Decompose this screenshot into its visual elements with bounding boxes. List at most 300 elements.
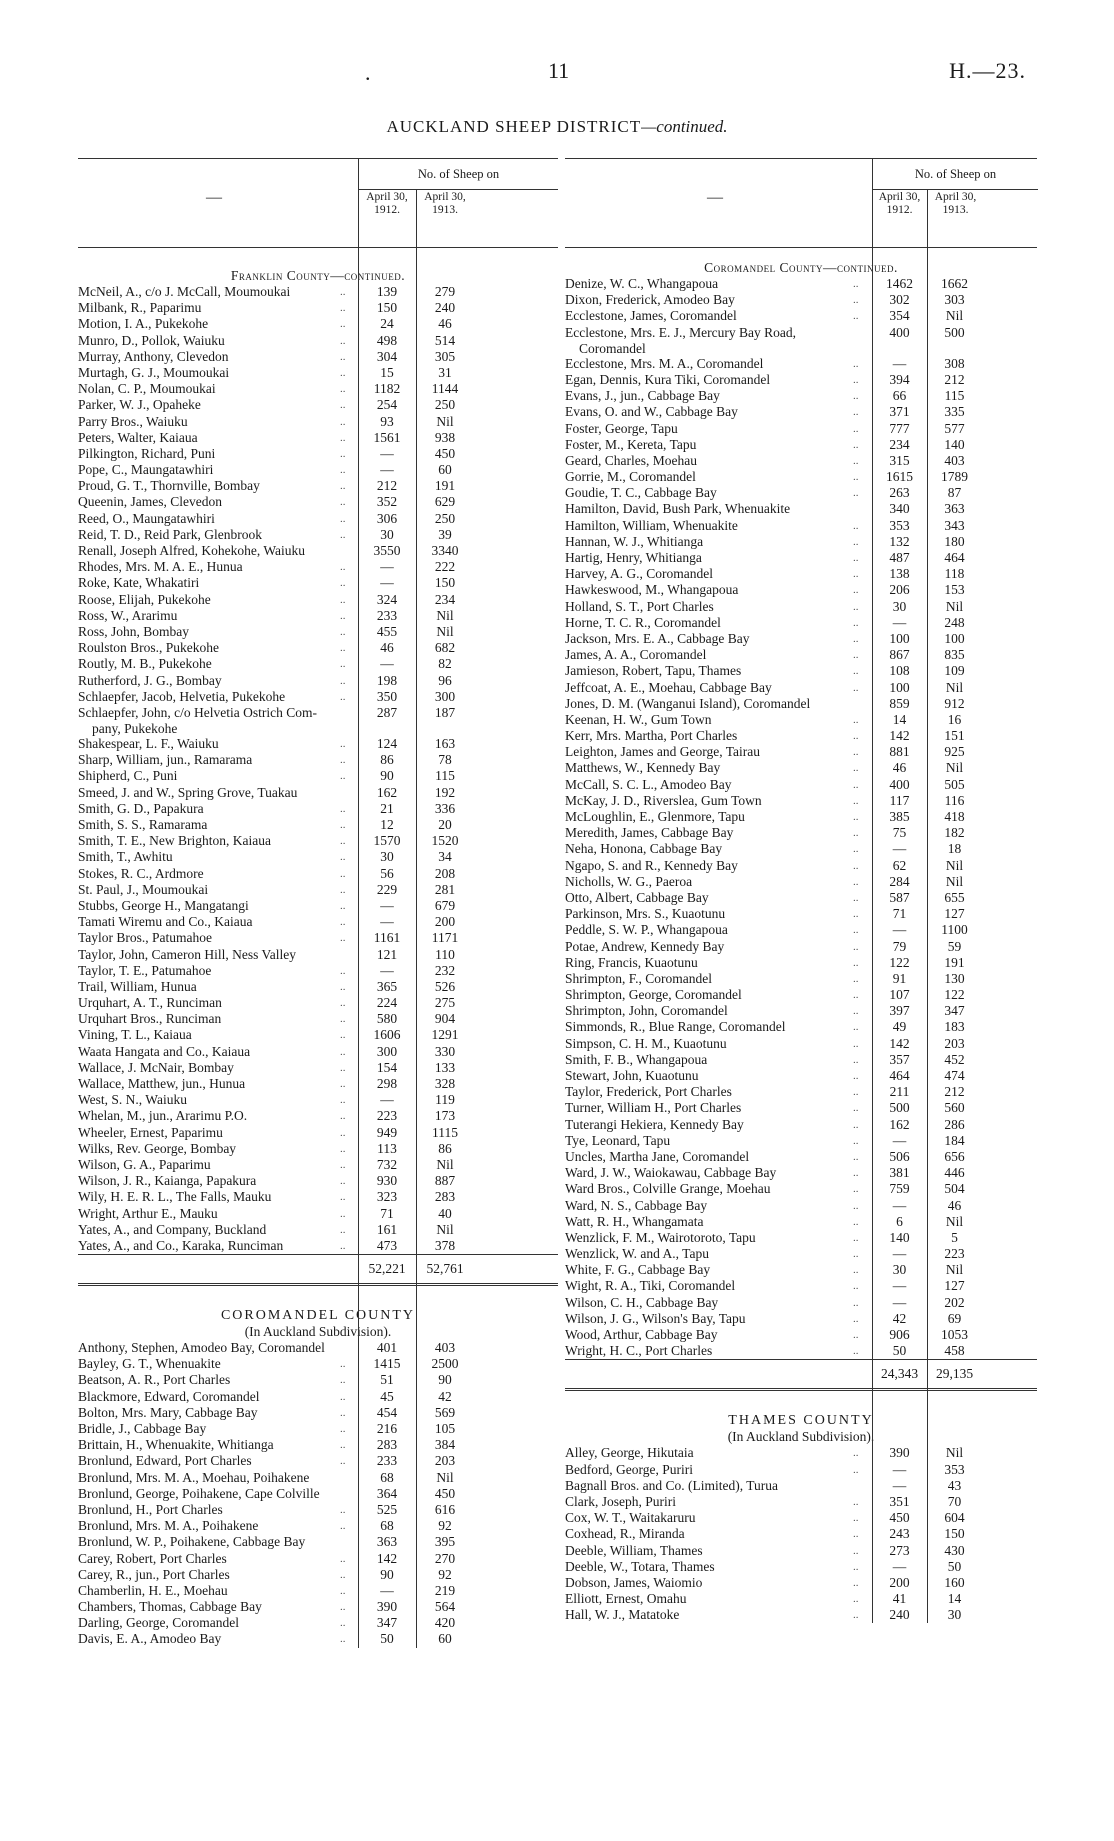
sheep-count-1912: 298 [376, 1076, 398, 1091]
sheep-count-1912: 371 [889, 404, 910, 420]
header-rule [872, 189, 873, 247]
row-leader: .. [853, 1312, 859, 1325]
table-row [78, 640, 558, 656]
table-row [565, 1019, 1037, 1035]
sheep-count-1912: — [892, 614, 907, 630]
row-leader: .. [853, 1447, 859, 1460]
owner-name: Hamilton, William, Whenuakite [565, 517, 738, 533]
owner-name: Yates, A., and Company, Buckland [78, 1221, 267, 1237]
row-leader: .. [340, 899, 346, 912]
sheep-count-1912: 400 [889, 776, 910, 792]
sheep-count-1913: 514 [434, 332, 456, 348]
coromandel-continued-list [565, 276, 1037, 1359]
table-row [78, 1125, 558, 1141]
sheep-count-1913: 248 [944, 614, 965, 630]
owner-name: Taylor, Frederick, Port Charles [565, 1084, 732, 1100]
row-leader: .. [853, 843, 859, 856]
sheep-count-1912: 216 [376, 1421, 398, 1436]
table-row [565, 922, 1037, 938]
sheep-count-1913: 183 [944, 1019, 965, 1035]
sheep-count-1912: 233 [376, 607, 398, 623]
sheep-count-1913: 353 [944, 1461, 965, 1477]
row-leader: .. [853, 1231, 859, 1244]
franklin-list [78, 284, 558, 1254]
sheep-count-1912: 224 [376, 995, 398, 1011]
sheep-count-1913: 118 [944, 566, 965, 582]
sheep-count-1913: 150 [944, 1526, 965, 1542]
sheep-count-1912: 351 [889, 1493, 910, 1509]
sheep-count-1913: 16 [947, 711, 962, 727]
owner-name: Keenan, H. W., Gum Town [565, 711, 712, 727]
row-leader: .. [853, 1134, 859, 1147]
row-leader: .. [340, 1601, 346, 1614]
row-leader: .. [340, 383, 346, 396]
row-leader: .. [853, 406, 859, 419]
thames-subheading: (In Auckland Subdivision). [727, 1429, 875, 1445]
owner-name: Chamberlin, H. E., Moehau [78, 1582, 228, 1598]
sheep-count-1913: 458 [944, 1343, 965, 1359]
sheep-count-1912: 304 [376, 348, 398, 364]
sheep-count-1912: 473 [376, 1237, 398, 1253]
sheep-count-1912: — [380, 445, 394, 461]
sheep-count-1913: 191 [434, 478, 456, 494]
right-column [565, 158, 1037, 1623]
sheep-count-1912: 100 [889, 679, 910, 695]
sheep-count-1912: 350 [376, 688, 398, 704]
sheep-count-1912: 233 [376, 1453, 398, 1469]
sheep-count-1913: 343 [944, 517, 965, 533]
sheep-count-1912: 464 [889, 1068, 910, 1083]
table-row [78, 333, 558, 349]
sheep-count-1912: 400 [889, 324, 910, 340]
sheep-count-1913: 46 [438, 316, 452, 332]
sheep-count-1912: 949 [376, 1124, 398, 1140]
owner-name: Wily, H. E. R. L., The Falls, Mauku [78, 1189, 272, 1205]
row-leader: .. [853, 778, 859, 791]
sheep-count-1912: 24 [380, 316, 394, 332]
table-row [565, 534, 1037, 550]
sheep-count-1913: 925 [944, 744, 965, 760]
sheep-count-1913: Nil [436, 413, 454, 429]
table-row [78, 1551, 558, 1567]
table-row [78, 608, 558, 624]
sheep-count-1912: 162 [889, 1116, 910, 1132]
column-rule [358, 248, 359, 1648]
owner-name: Hawkeswood, M., Whangapoua [565, 582, 739, 598]
owner-name: Brittain, H., Whenuakite, Whitianga [78, 1437, 274, 1453]
owner-name: Whelan, M., jun., Ararimu P.O. [78, 1108, 248, 1124]
owner-name: Wight, R. A., Tiki, Coromandel [565, 1278, 736, 1294]
sheep-count-1913: 378 [434, 1237, 456, 1253]
owner-name: Bronlund, Mrs. M. A., Poihakene [78, 1518, 259, 1534]
sheep-count-1912: 200 [889, 1574, 910, 1590]
sheep-count-1913: 1144 [431, 381, 459, 397]
sheep-count-1912: 347 [376, 1615, 398, 1631]
row-leader: .. [340, 1423, 346, 1435]
sheep-count-1913: 90 [438, 1372, 452, 1388]
table-row [565, 1327, 1037, 1343]
table-row [565, 1559, 1037, 1575]
row-leader: .. [340, 1158, 346, 1171]
owner-name: Bronlund, George, Poihakene, Cape Colville [78, 1485, 320, 1501]
sheep-count-1912: 132 [889, 533, 910, 549]
row-leader: .. [340, 1013, 346, 1026]
owner-name: Bayley, G. T., Whenuakite [78, 1356, 221, 1372]
owner-name: Hannan, W. J., Whitianga [565, 533, 704, 549]
row-leader: .. [853, 1345, 859, 1358]
sheep-count-1912: 6 [896, 1213, 903, 1229]
table-row [565, 1591, 1037, 1607]
sheep-count-1912: 323 [376, 1189, 398, 1205]
sheep-count-1912: 1462 [886, 276, 913, 291]
sheep-count-1913: 452 [944, 1051, 965, 1067]
table-row [565, 987, 1037, 1003]
table-row [565, 1445, 1037, 1461]
sheep-count-1913: 212 [944, 371, 965, 387]
sheep-count-1912: 45 [380, 1388, 394, 1404]
owner-name: Watt, R. H., Whangamata [565, 1213, 704, 1229]
row-leader: .. [853, 1167, 859, 1180]
sheep-count-1912: 124 [376, 736, 398, 752]
sheep-count-1913: 474 [944, 1068, 965, 1083]
sheep-count-1912: 580 [376, 1011, 398, 1027]
table-row [565, 680, 1037, 696]
sheep-count-1913: 153 [944, 582, 965, 598]
sheep-count-1913: 115 [435, 768, 455, 784]
coromandel-continued-heading: Coromandel County—continued. [704, 260, 898, 275]
sheep-count-1913: 70 [947, 1493, 962, 1509]
owner-name: Ecclestone, Mrs. E. J., Mercury Bay Road, [565, 324, 796, 340]
sheep-count-1913: 100 [944, 630, 965, 646]
sheep-count-1912: 68 [380, 1518, 394, 1534]
sheep-count-1913: 133 [434, 1059, 456, 1075]
row-leader: .. [853, 665, 859, 678]
sheep-count-1912: 363 [376, 1534, 398, 1550]
owner-name: Rutherford, J. G., Bombay [78, 672, 222, 688]
owner-name: Vining, T. L., Kaiaua [78, 1027, 192, 1043]
table-row [565, 1214, 1037, 1230]
owner-name: Jackson, Mrs. E. A., Cabbage Bay [565, 630, 750, 646]
table-row [565, 615, 1037, 631]
sheep-count-1912: 91 [892, 970, 907, 986]
table-row [565, 1262, 1037, 1278]
owner-name: Shipherd, C., Puni [78, 768, 178, 784]
owner-name: Foster, M., Kereta, Tapu [565, 436, 697, 452]
sheep-count-1913: 500 [944, 324, 965, 340]
row-leader: .. [853, 632, 859, 645]
sheep-count-1913: 450 [434, 445, 456, 461]
owner-name: Carey, R., jun., Port Charles [78, 1566, 230, 1582]
column-rule [927, 248, 928, 1623]
owner-name: Reid, T. D., Reid Park, Glenbrook [78, 526, 262, 542]
row-leader: .. [340, 1126, 346, 1139]
table-row [78, 397, 558, 413]
sheep-count-1912: — [892, 841, 907, 857]
owner-name: Smeed, J. and W., Spring Grove, Tuakau [78, 784, 298, 800]
sheep-count-1912: 881 [889, 744, 910, 760]
owner-name: Wallace, Matthew, jun., Hunua [78, 1076, 246, 1091]
owner-name: Jeffcoat, A. E., Moehau, Cabbage Bay [565, 679, 772, 695]
sheep-count-1912: 198 [376, 672, 398, 688]
table-row [565, 647, 1037, 663]
sheep-count-1913: 604 [944, 1510, 965, 1526]
table-row [565, 1036, 1037, 1052]
sheep-count-1912: — [892, 1278, 907, 1294]
row-leader: .. [340, 447, 346, 460]
table-row [78, 1372, 558, 1388]
row-leader: .. [340, 642, 346, 655]
owner-name: Davis, E. A., Amodeo Bay [78, 1631, 222, 1647]
sheep-count-1913: 18 [947, 841, 962, 857]
row-leader: .. [853, 924, 859, 937]
row-leader: .. [340, 1191, 346, 1204]
table-row [78, 866, 558, 882]
table-row [565, 1462, 1037, 1478]
row-leader: .. [340, 302, 346, 315]
sheep-count-1912: — [380, 575, 394, 591]
table-row [78, 736, 558, 752]
table-row [78, 559, 558, 575]
sheep-count-1913: 202 [944, 1294, 965, 1310]
sheep-count-1912: 243 [889, 1526, 910, 1542]
owner-name: Ring, Francis, Kuaotunu [565, 954, 698, 970]
sheep-count-1912: 315 [889, 452, 910, 468]
row-leader: .. [853, 1118, 859, 1131]
row-leader: .. [340, 464, 346, 477]
sheep-count-1913: 130 [944, 970, 965, 986]
table-row [565, 1181, 1037, 1197]
row-leader: .. [853, 1005, 859, 1018]
sheep-count-1912: 206 [889, 582, 910, 598]
sheep-count-1912: — [380, 1092, 394, 1108]
sheep-count-1912: 263 [889, 485, 910, 501]
sheep-count-1913: 250 [434, 397, 456, 413]
owner-name: Gorrie, M., Coromandel [565, 469, 696, 485]
sheep-count-1913: 682 [434, 640, 456, 656]
sheep-count-1913: 39 [438, 526, 452, 542]
sheep-count-1912: 150 [376, 300, 398, 316]
sheep-count-1913: 223 [944, 1246, 965, 1262]
sheep-count-1912: 51 [380, 1372, 394, 1388]
header-sheep-on: No. of Sheep on [358, 159, 558, 190]
sheep-count-1912: 56 [380, 865, 394, 881]
owner-name: Roose, Elijah, Pukekohe [78, 591, 211, 607]
owner-name: Clark, Joseph, Puriri [565, 1493, 676, 1509]
sheep-count-1912: 1415 [373, 1356, 401, 1372]
table-row [565, 825, 1037, 841]
owner-name: Trail, William, Hunua [78, 978, 197, 994]
sheep-count-1913: Nil [945, 1213, 964, 1229]
table-row [78, 1173, 558, 1189]
sheep-count-1912: 212 [376, 478, 398, 494]
table-row [78, 511, 558, 527]
owner-name: Hartig, Henry, Whitianga [565, 550, 702, 565]
owner-name: Smith, S. S., Ramarama [78, 817, 208, 832]
sheep-count-1912: 107 [889, 987, 910, 1003]
row-leader: .. [340, 1061, 346, 1074]
row-leader: .. [853, 278, 859, 290]
sheep-count-1913: 208 [434, 865, 456, 881]
table-row [78, 575, 558, 591]
row-leader: .. [340, 1175, 346, 1188]
sheep-count-1913: 384 [434, 1437, 456, 1453]
row-leader: .. [340, 334, 346, 347]
table-row [565, 469, 1037, 485]
owner-name: Egan, Dennis, Kura Tiki, Coromandel [565, 371, 771, 387]
sheep-count-1913: 151 [944, 728, 965, 744]
table-row [78, 947, 558, 963]
table-row [78, 624, 558, 640]
owner-name: Renall, Joseph Alfred, Kohekohe, Waiuku [78, 543, 305, 558]
table-row [565, 1133, 1037, 1149]
row-leader: .. [340, 1094, 346, 1107]
table-row [78, 300, 558, 316]
row-leader: .. [340, 1439, 346, 1452]
owner-name: Deeble, W., Totara, Thames [565, 1558, 715, 1574]
sheep-count-1913: 150 [434, 575, 456, 591]
table-row [565, 1510, 1037, 1526]
owner-name: Wright, H. C., Port Charles [565, 1343, 713, 1359]
owner-name: Waata Hangata and Co., Kaiaua [78, 1043, 251, 1059]
sheep-count-1912: 1161 [373, 930, 401, 946]
owner-name-continued: pany, Pukekohe [92, 721, 178, 737]
owner-name: Goudie, T. C., Cabbage Bay [565, 485, 717, 501]
sheep-count-1912: 50 [892, 1343, 907, 1359]
sheep-count-1913: 5 [951, 1229, 958, 1245]
table-row [78, 462, 558, 478]
row-leader: .. [340, 561, 346, 574]
owner-name: Uncles, Martha Jane, Coromandel [565, 1148, 750, 1164]
owner-name: Smith, T. E., New Brighton, Kaiaua [78, 833, 271, 849]
sheep-count-1912: 138 [889, 566, 910, 582]
sheep-count-1912: 21 [380, 800, 394, 816]
sheep-count-1912: 1606 [373, 1027, 401, 1043]
sheep-count-1913: 163 [434, 736, 456, 752]
table-row [565, 1311, 1037, 1327]
table-row [78, 349, 558, 365]
sheep-count-1913: 212 [944, 1084, 965, 1100]
sheep-count-1913: 109 [944, 663, 965, 679]
sheep-count-1913: 569 [434, 1404, 456, 1420]
sheep-count-1912: 154 [376, 1059, 398, 1075]
sheep-count-1913: 96 [438, 672, 452, 688]
owner-name: Simpson, C. H. M., Kuaotunu [565, 1035, 727, 1051]
sheep-count-1913: Nil [436, 1221, 454, 1237]
owner-name: Neha, Honona, Cabbage Bay [565, 841, 723, 857]
table-row [565, 1117, 1037, 1133]
sheep-count-1913: 219 [434, 1582, 456, 1598]
table-row [78, 527, 558, 543]
sheep-count-1912: 30 [892, 598, 907, 614]
table-row [78, 1389, 558, 1405]
table-row [78, 673, 558, 689]
row-leader: .. [853, 1329, 859, 1341]
sheep-count-1913: Nil [945, 308, 964, 324]
sheep-count-1912: 49 [892, 1019, 907, 1035]
owner-name: Ross, John, Bombay [78, 623, 190, 639]
owner-name: Smith, G. D., Papakura [78, 800, 204, 816]
table-row [565, 1149, 1037, 1165]
owner-name: Dobson, James, Waiomio [565, 1574, 703, 1590]
sheep-count-1913: Nil [945, 1445, 964, 1461]
sheep-count-1913: 1171 [431, 930, 459, 946]
sheep-count-1913: 203 [434, 1453, 456, 1469]
franklin-total-1913: 52,761 [426, 1261, 464, 1277]
table-row [78, 1092, 558, 1108]
left-table-header [78, 158, 558, 248]
owner-name: Simmonds, R., Blue Range, Coromandel [565, 1019, 786, 1035]
row-leader: .. [340, 883, 346, 896]
row-leader: .. [340, 480, 346, 493]
sheep-count-1912: 121 [376, 946, 398, 962]
owner-name: McLoughlin, E., Glenmore, Tapu [565, 809, 745, 824]
owner-name: Hamilton, David, Bush Park, Whenuakite [565, 501, 791, 517]
sheep-count-1913: Nil [945, 873, 964, 889]
sheep-count-1913: 184 [944, 1132, 965, 1148]
row-leader: .. [340, 528, 346, 541]
sheep-count-1913: 240 [434, 300, 456, 316]
row-leader: .. [853, 1609, 859, 1622]
owner-name: Urquhart Bros., Runciman [78, 1011, 222, 1027]
sheep-count-1913: 173 [434, 1108, 456, 1124]
franklin-total [78, 1254, 558, 1286]
table-row [565, 890, 1037, 906]
row-leader: .. [340, 1078, 346, 1090]
sheep-count-1912: 525 [376, 1501, 398, 1517]
row-leader: .. [340, 867, 346, 880]
sheep-count-1913: 577 [944, 420, 965, 436]
owner-name: Dixon, Frederick, Amodeo Bay [565, 292, 735, 308]
sheep-count-1912: 1615 [886, 469, 913, 485]
sheep-count-1913: Nil [945, 1262, 964, 1278]
table-row [78, 817, 558, 833]
owner-name: Pilkington, Richard, Puni [78, 445, 216, 461]
sheep-count-1912: 211 [889, 1084, 910, 1100]
row-leader: .. [853, 471, 859, 484]
table-row [78, 1486, 558, 1502]
sheep-count-1913: 835 [944, 647, 965, 663]
sheep-count-1913: 127 [944, 1278, 965, 1294]
sheep-count-1913: 14 [947, 1591, 962, 1607]
sheep-count-1912: 223 [376, 1108, 398, 1124]
sheep-count-1912: 15 [380, 364, 394, 380]
owner-name: Ward Bros., Colville Grange, Moehau [565, 1181, 771, 1197]
table-row [78, 1141, 558, 1157]
sheep-count-1913: 60 [438, 462, 452, 478]
owner-name: Stewart, John, Kuaotunu [565, 1068, 699, 1083]
sheep-count-1912: 79 [892, 938, 907, 954]
page-title [0, 117, 1114, 137]
row-leader: .. [340, 512, 346, 525]
row-leader: .. [340, 1633, 346, 1646]
table-row [565, 728, 1037, 744]
owner-name: Pope, C., Maungatawhiri [78, 462, 214, 478]
sheep-count-1913: 1115 [432, 1124, 458, 1140]
sheep-count-1913: 222 [434, 559, 456, 575]
sheep-count-1912: 142 [889, 1035, 910, 1051]
table-row [78, 785, 558, 801]
owner-name: Proud, G. T., Thornville, Bombay [78, 478, 260, 494]
sheep-count-1913: 92 [438, 1566, 452, 1582]
owner-name: Queenin, James, Clevedon [78, 494, 222, 510]
row-leader: .. [853, 794, 859, 807]
sheep-count-1912: 390 [889, 1445, 910, 1461]
row-leader: .. [853, 294, 859, 307]
row-leader: .. [853, 1053, 859, 1066]
coromandel-total-1913: 29,135 [935, 1366, 974, 1382]
row-leader: .. [340, 1617, 346, 1630]
sheep-count-1913: Nil [945, 679, 964, 695]
